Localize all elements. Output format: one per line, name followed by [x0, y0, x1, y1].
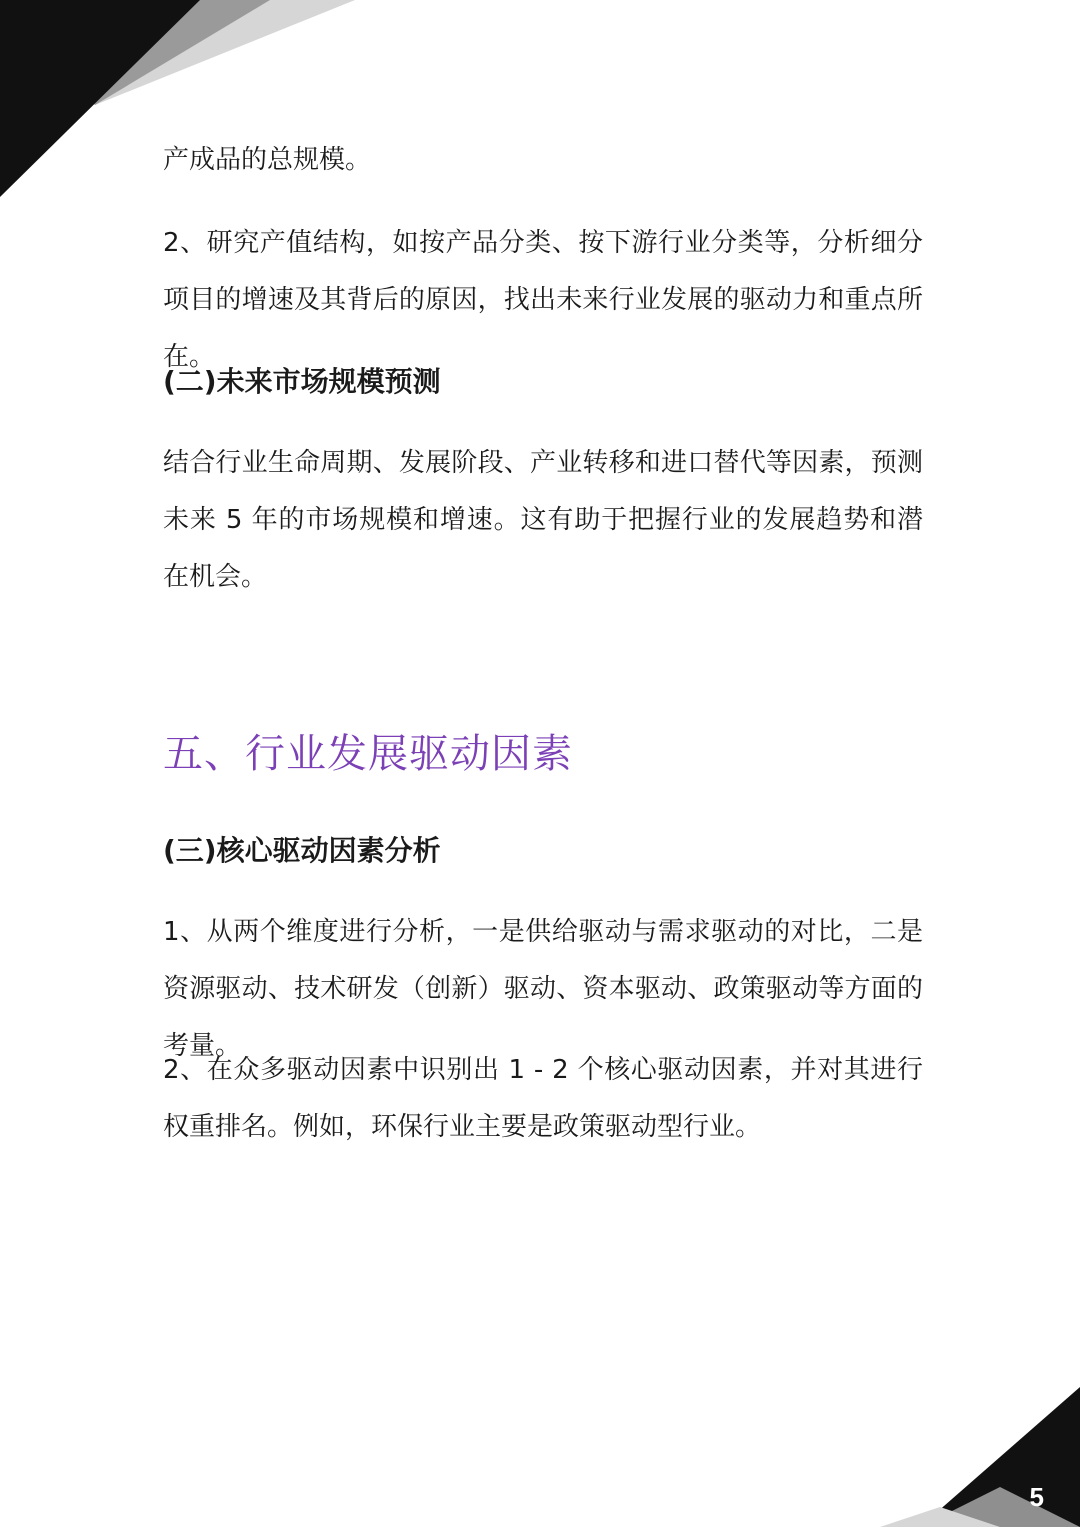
- paragraph-driver-dimensions: 1、从两个维度进行分析，一是供给驱动与需求驱动的对比，二是资源驱动、技术研发（创新）驱动、资本驱动、政策驱动等方面的考量。: [163, 917, 923, 1061]
- paragraph-core-driver-ranking: 2、在众多驱动因素中识别出 1 - 2 个核心驱动因素，并对其进行权重排名。例如，环保行业主要是政策驱动型行业。: [163, 1055, 923, 1142]
- subheading-market-forecast: (二)未来市场规模预测: [163, 365, 441, 398]
- corner-decoration-bottom-right: [880, 1387, 1080, 1527]
- subheading-core-drivers: (三)核心驱动因素分析: [163, 834, 441, 867]
- paragraph-market-forecast: 结合行业生命周期、发展阶段、产业转移和进口替代等因素，预测未来 5 年的市场规模和增速。这有助于把握行业的发展趋势和潜在机会。: [163, 448, 923, 592]
- page-number: 5: [1029, 1482, 1044, 1512]
- paragraph-continued: 产成品的总规模。: [163, 145, 372, 175]
- paragraph-output-structure: 2、研究产值结构，如按产品分类、按下游行业分类等，分析细分项目的增速及其背后的原因，找出未来行业发展的驱动力和重点所在。: [163, 228, 923, 372]
- section-title-drivers: 五、行业发展驱动因素: [163, 731, 573, 777]
